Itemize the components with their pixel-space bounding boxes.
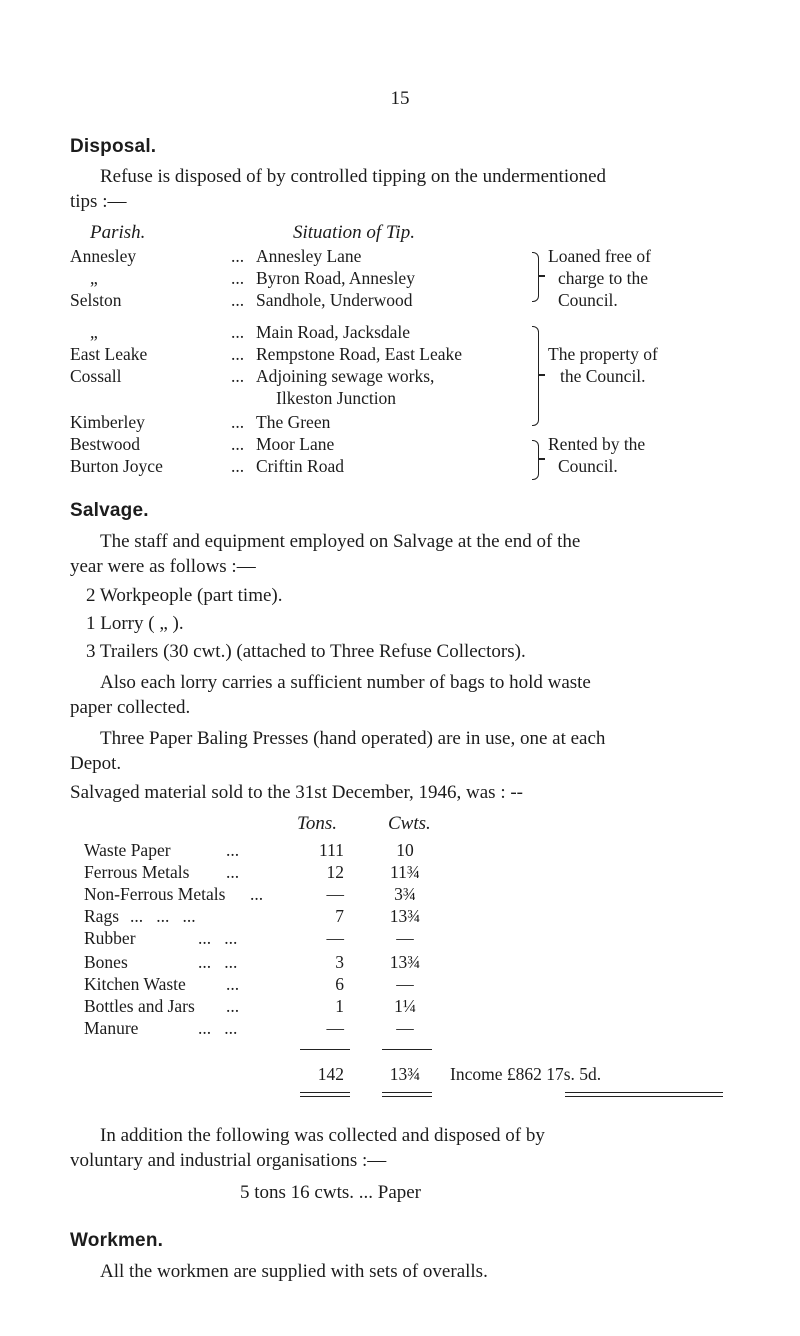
disposal-intro-line1: Refuse is disposed of by controlled tipping on the undermentioned — [100, 166, 607, 187]
tip-leader: ... — [231, 246, 245, 266]
material-tons: — — [326, 928, 344, 948]
material-cwts: — — [396, 1018, 414, 1038]
tip-leader: ... — [231, 344, 245, 364]
material-cwts: 13¾ — [389, 906, 421, 926]
material-tons: — — [326, 884, 344, 904]
total-cwts: 13¾ — [389, 1064, 421, 1084]
tip-parish: Bestwood — [70, 434, 140, 454]
note-property-line2: the Council. — [560, 366, 646, 386]
material-cwts: 3¾ — [394, 884, 416, 904]
note-property-line1: The property of — [548, 344, 658, 364]
tip-leader: ... — [231, 322, 245, 342]
double-rule — [565, 1092, 723, 1093]
note-loaned-line2: charge to the — [558, 268, 649, 288]
material-leader: ... ... — [198, 952, 238, 972]
tip-situation: The Green — [256, 412, 331, 432]
salvage-p1-line2: year were as follows :— — [70, 556, 256, 577]
double-rule — [300, 1096, 350, 1097]
disposal-heading: Disposal. — [70, 136, 157, 157]
workmen-heading: Workmen. — [70, 1230, 164, 1251]
salvage-p4: Salvaged material sold to the 31st December, 1946, was : -- — [70, 782, 524, 803]
material-name: Rubber — [84, 928, 136, 948]
brace-tip — [538, 275, 545, 277]
tip-situation: Rempstone Road, East Leake — [256, 344, 463, 364]
tip-parish: Cossall — [70, 366, 122, 386]
brace-tip — [538, 458, 545, 460]
tip-leader: ... — [231, 412, 245, 432]
tip-leader: ... — [231, 290, 245, 310]
material-tons: 3 — [335, 952, 344, 972]
salvage-p3-line1: Three Paper Baling Presses (hand operated) are in use, one at each — [100, 728, 606, 749]
salvage-p5-line1: In addition the following was collected and disposed of by — [100, 1125, 545, 1146]
tip-parish: Kimberley — [70, 412, 145, 432]
tip-parish: Annesley — [70, 246, 137, 266]
brace-loaned — [532, 252, 539, 302]
tip-situation: Adjoining sewage works, — [256, 366, 435, 386]
tip-situation: Sandhole, Underwood — [256, 290, 413, 310]
material-leader: ... — [226, 996, 240, 1016]
tip-leader: ... — [231, 456, 245, 476]
tip-parish: „ — [90, 322, 98, 342]
total-tons: 142 — [317, 1064, 344, 1084]
income-total: Income £862 17s. 5d. — [450, 1064, 602, 1084]
workmen-text: All the workmen are supplied with sets of overalls. — [100, 1261, 488, 1282]
material-name: Waste Paper — [84, 840, 171, 860]
tip-parish: „ — [90, 268, 98, 288]
cwts-column-header: Cwts. — [388, 813, 431, 834]
material-name: Bottles and Jars — [84, 996, 195, 1016]
material-cwts: 11¾ — [390, 862, 420, 882]
material-name: Bones — [84, 952, 128, 972]
material-name: Non-Ferrous Metals — [84, 884, 226, 904]
material-cwts: — — [396, 974, 414, 994]
tip-situation: Annesley Lane — [256, 246, 362, 266]
material-cwts: 13¾ — [389, 952, 421, 972]
tip-parish: Burton Joyce — [70, 456, 163, 476]
tip-situation: Byron Road, Annesley — [256, 268, 415, 288]
tip-leader: ... — [231, 268, 245, 288]
material-leader: ... ... — [198, 928, 238, 948]
salvage-p1-line1: The staff and equipment employed on Salvage at the end of the — [100, 531, 581, 552]
tip-situation: Moor Lane — [256, 434, 335, 454]
material-leader: ... ... ... — [130, 906, 196, 926]
disposal-intro-line2: tips :— — [70, 191, 127, 212]
parish-column-header: Parish. — [90, 222, 146, 243]
material-name: Kitchen Waste — [84, 974, 186, 994]
tip-leader: ... — [231, 366, 245, 386]
salvage-p2-line1: Also each lorry carries a sufficient number of bags to hold waste — [100, 672, 591, 693]
tip-situation-continued: Ilkeston Junction — [276, 388, 397, 408]
material-cwts: — — [396, 928, 414, 948]
material-name: Manure — [84, 1018, 139, 1038]
tip-situation: Criftin Road — [256, 456, 344, 476]
material-name: Rags — [84, 906, 119, 926]
material-tons: 111 — [319, 840, 344, 860]
salvage-item-lorry: 1 Lorry ( „ ). — [86, 613, 184, 634]
material-tons: 1 — [335, 996, 344, 1016]
material-leader: ... — [226, 840, 240, 860]
salvage-heading: Salvage. — [70, 500, 149, 521]
double-rule — [300, 1092, 350, 1093]
brace-tip — [538, 374, 545, 376]
salvage-p2-line2: paper collected. — [70, 697, 191, 718]
brace-property — [532, 326, 539, 426]
voluntary-collection: 5 tons 16 cwts. ... Paper — [240, 1182, 422, 1203]
material-tons: — — [326, 1018, 344, 1038]
note-rented-line1: Rented by the — [548, 434, 646, 454]
salvage-p3-line2: Depot. — [70, 753, 122, 774]
salvage-p5-line2: voluntary and industrial organisations :— — [70, 1150, 387, 1171]
material-cwts: 10 — [396, 840, 414, 860]
total-rule-cwts — [382, 1049, 432, 1050]
brace-rented — [532, 440, 539, 480]
tons-column-header: Tons. — [297, 813, 337, 834]
page-number: 15 — [390, 88, 410, 109]
tip-parish: East Leake — [70, 344, 148, 364]
tip-parish: Selston — [70, 290, 122, 310]
material-tons: 6 — [335, 974, 344, 994]
tip-situation: Main Road, Jacksdale — [256, 322, 411, 342]
material-name: Ferrous Metals — [84, 862, 190, 882]
note-loaned-line3: Council. — [558, 290, 618, 310]
note-loaned-line1: Loaned free of — [548, 246, 651, 266]
note-rented-line2: Council. — [558, 456, 618, 476]
tip-leader: ... — [231, 434, 245, 454]
material-leader: ... — [250, 884, 264, 904]
salvage-item-trailers: 3 Trailers (30 cwt.) (attached to Three Refuse Collectors). — [86, 641, 526, 662]
material-leader: ... — [226, 862, 240, 882]
double-rule — [565, 1096, 723, 1097]
material-tons: 12 — [326, 862, 344, 882]
double-rule — [382, 1092, 432, 1093]
salvage-item-workpeople: 2 Workpeople (part time). — [86, 585, 283, 606]
total-rule-tons — [300, 1049, 350, 1050]
double-rule — [382, 1096, 432, 1097]
material-tons: 7 — [335, 906, 344, 926]
material-cwts: 1¼ — [394, 996, 416, 1016]
material-leader: ... ... — [198, 1018, 238, 1038]
situation-column-header: Situation of Tip. — [293, 222, 415, 243]
material-leader: ... — [226, 974, 240, 994]
